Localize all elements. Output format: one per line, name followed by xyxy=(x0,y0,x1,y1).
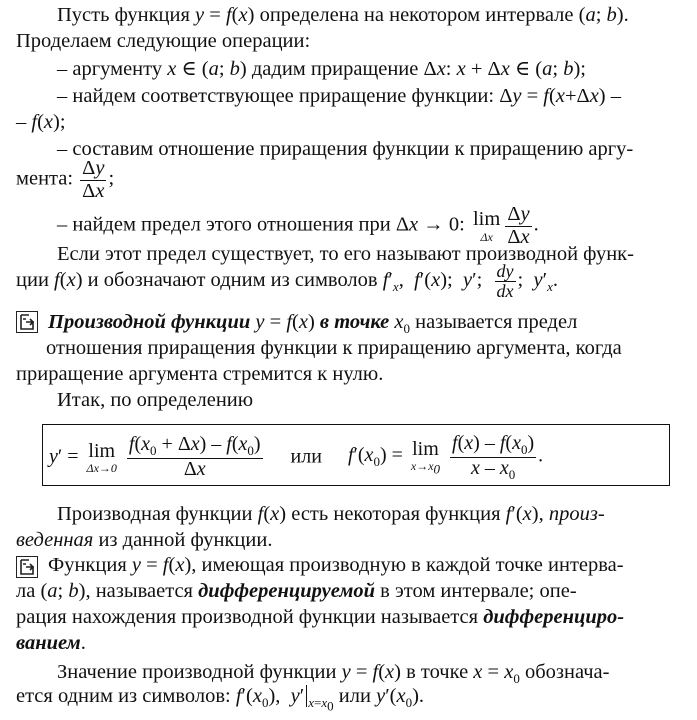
text: – найдем соответствующее приращение функции: xyxy=(57,85,500,107)
formula-limit-condition: Δx → 0: xyxy=(395,213,470,236)
def1-line-2 xyxy=(0,335,697,361)
term-at-point: в точке xyxy=(319,311,390,333)
text: мента: xyxy=(16,167,79,190)
text: – найдем предел этого отношения при xyxy=(57,213,396,236)
or-word: или xyxy=(290,445,322,468)
text: называется предел xyxy=(409,311,578,333)
text: – составим отношение приращения функции к приращению аргу- xyxy=(57,138,634,160)
text: рация нахождения производной функции называется xyxy=(16,606,484,628)
fraction-dy-dx: $\frac{\Delta y}{\Delta x}$ xyxy=(82,157,105,202)
text: приращение аргумента стремится к нулю. xyxy=(16,363,384,385)
def1-line-3 xyxy=(0,361,697,387)
text: Функция xyxy=(48,554,132,576)
p4-line-1: Значение производной функции y = f(x) в точке $x = x_0$ обознача- xyxy=(57,661,610,687)
op-2 xyxy=(0,83,697,109)
text: в точке xyxy=(400,661,474,683)
text: ла xyxy=(16,580,41,602)
intro-line-2 xyxy=(0,28,697,54)
text: Проделаем следующие операции: xyxy=(16,30,311,52)
term-derived: веденная xyxy=(16,529,94,551)
text: из данной функции. xyxy=(93,529,273,551)
p3-line-2 xyxy=(0,527,697,553)
term-differentiable: дифференцируемой xyxy=(198,580,376,602)
formula-delta-y: Δy = f(x+Δx) – xyxy=(499,85,621,107)
fraction-dy-dx: $\frac{\Delta y}{\Delta x}$ xyxy=(507,203,530,248)
op-1 xyxy=(0,56,697,82)
text: ется одним из символов: xyxy=(16,685,236,707)
fraction-alt-quotient: $\frac{f(x) - f(x_0)}{x - x_0}$ xyxy=(452,432,535,482)
text: Пусть функция xyxy=(57,4,196,26)
text: , называется xyxy=(85,580,199,602)
p2-line-2 xyxy=(0,260,697,307)
text: Итак, по определению xyxy=(57,389,254,411)
formula-minus-fx: – f(x); xyxy=(16,111,66,133)
definition-formula-box xyxy=(42,424,670,486)
term-derivative: Производной функции xyxy=(48,311,251,333)
text: . xyxy=(80,632,86,654)
formula-interval: (a; b). xyxy=(578,4,629,26)
intro-line-1 xyxy=(0,2,697,28)
def2-line-1: Функция y = f(x), имеющая производную в каждой точке интерва- xyxy=(48,554,624,576)
text: в этом интервале; опе- xyxy=(375,580,577,602)
op-4: – найдем предел этого отношения при Δx → 0: lim Δx $\frac{\Delta y}{\Delta x}$ . xyxy=(57,203,539,248)
text: обознача- xyxy=(519,661,610,683)
text: дадим приращение xyxy=(246,58,424,80)
op-2-cont xyxy=(0,109,697,135)
op-3-cont: мента: $\frac{\Delta y}{\Delta x}$ ; xyxy=(16,157,115,202)
text: и обозначают одним из символов xyxy=(82,269,383,291)
fraction-difference-quotient: $\frac{f(x_0 + \Delta x) - f(x_0)}{\Delta x}$ xyxy=(128,433,261,480)
text: отношения приращения функции к приращению аргумента, когда xyxy=(46,337,622,359)
p4-line-2: ется одним из символов: $f'(x_0)$, y′ $_{x=x_0}$ или $y'(x_0)$. xyxy=(16,685,425,714)
lim-operator: lim $x\to x_0$ xyxy=(410,437,441,477)
lim-operator: lim Δx xyxy=(472,208,501,244)
derivative-notations: $f'_x$, f′(x); y′; $\frac{dy}{dx}$ ; $y'_x$. xyxy=(382,260,558,301)
formula-x-in-interval: x ∈ (a; b) xyxy=(167,58,247,80)
formula-y-fx: y = f(x) xyxy=(195,4,255,26)
text: есть некоторая функция xyxy=(286,503,506,525)
term-differentiation: дифференциро- xyxy=(483,606,625,628)
def2-line-3 xyxy=(0,604,697,630)
text: Если этот предел существует, то его называют производной функ- xyxy=(57,243,634,265)
term-differentiation-end: ванием xyxy=(16,632,81,654)
text: Значение производной функции xyxy=(57,661,342,683)
lim-operator: lim Δx→0 xyxy=(86,439,117,475)
p3-line-1: Производная функции f(x) есть некоторая функция f′(x), произ- xyxy=(57,503,605,525)
formula-increment: Δx: x + Δx ∈ (a; b); xyxy=(423,58,586,80)
text: ции xyxy=(16,269,55,291)
def2-line-2: ла (a; b), называется дифференцируемой в этом интервале; опе- xyxy=(16,580,577,602)
text: определена на некотором интервале xyxy=(254,4,579,26)
text: Производная функции xyxy=(57,503,258,525)
boxed-formula: y′ = lim Δx→0 $\frac{f(x_0 + \Delta x) - f(x_0)}{\Delta x}$ или $f'(x_0) = \lim$ $x\to x_0$ $\frac{f(x) - f(x_0)}{x - x_0}$ . xyxy=(49,432,544,482)
text: – аргументу xyxy=(57,58,168,80)
text: или xyxy=(333,685,377,707)
formula-fx: f(x) xyxy=(54,269,83,291)
itak-line xyxy=(0,387,697,413)
def2-line-4 xyxy=(0,630,697,656)
text: , имеющая производную в каждой точке интерва- xyxy=(191,554,624,576)
def1-line-1: Производной функции y = f(x) в точке $x_0$ называется предел xyxy=(48,311,578,337)
text-italic: , произ- xyxy=(538,503,605,525)
